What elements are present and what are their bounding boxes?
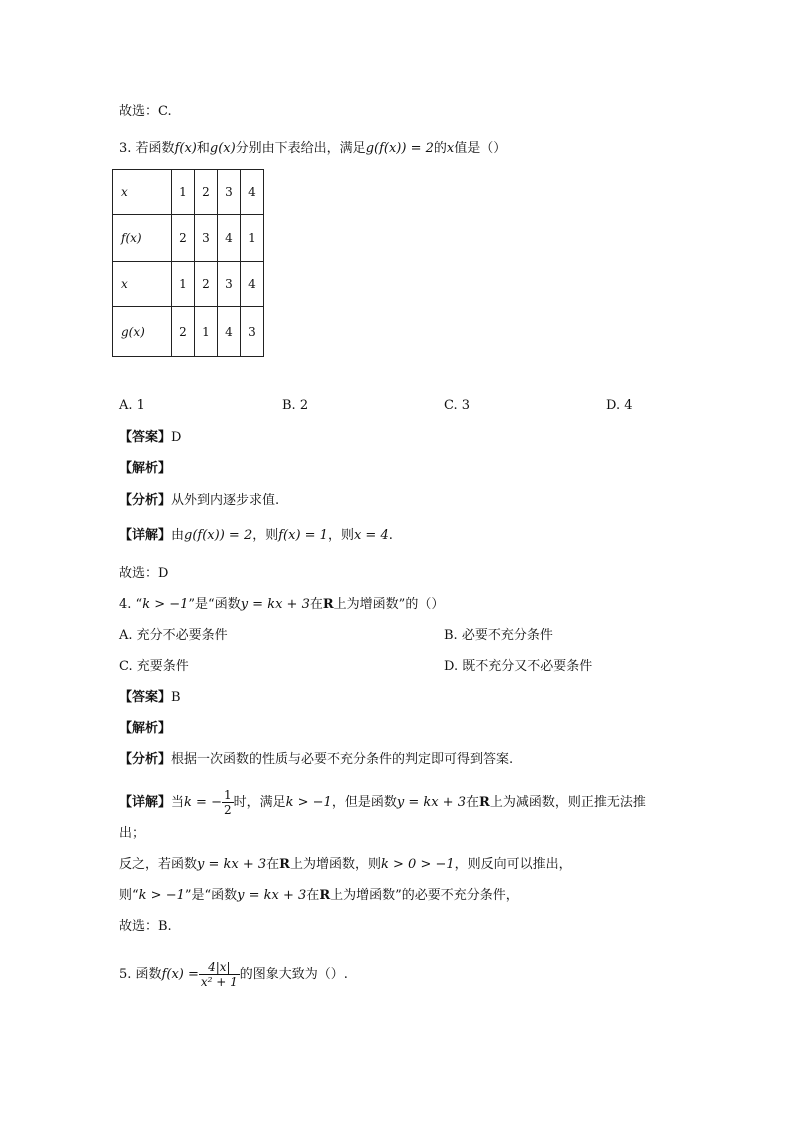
- table-cell: 1: [172, 170, 195, 215]
- answer-value: B: [171, 690, 181, 705]
- table-cell: 2: [172, 307, 195, 357]
- table-cell: 3: [195, 215, 218, 262]
- detail-text: ，则反向可以推出，: [454, 857, 572, 872]
- q3-option-d: D. 4: [606, 398, 633, 413]
- q3-fenxi: [119, 492, 279, 510]
- q3-f-of-x: f(x): [174, 141, 197, 156]
- q3-value-table: [112, 169, 264, 357]
- q4-fenxi: [119, 751, 513, 769]
- q3-condition: g(f(x)) = 2: [365, 141, 434, 156]
- table-cell: 4: [241, 262, 264, 307]
- q4-option-d: D. 既不充分又不必要条件: [444, 659, 593, 674]
- detail-text: 在: [465, 795, 479, 810]
- detail-label: 【详解】: [119, 528, 172, 543]
- detail-text: 由: [171, 528, 185, 543]
- detail-text: ，则: [327, 528, 354, 543]
- q3-stem: [119, 140, 506, 158]
- answer-label: 【答案】: [119, 690, 172, 705]
- analysis-label: 【解析】: [119, 721, 172, 736]
- table-cell: 3: [218, 262, 241, 307]
- q4-conclusion: 故选：B.: [119, 919, 172, 934]
- detail-text: 在: [306, 888, 320, 903]
- q4-option-c: C. 充要条件: [119, 659, 189, 674]
- table-row: [113, 170, 264, 215]
- detail-text: 在: [266, 857, 280, 872]
- q4-answer: [119, 689, 181, 707]
- table-cell: 1: [241, 215, 264, 262]
- q4-stem-d: 上为增函数”的（）: [333, 597, 445, 612]
- q4-analysis-heading: [119, 720, 171, 738]
- q4-stem-b: ”是“函数: [188, 597, 241, 612]
- q4-detail-line2: [119, 856, 572, 874]
- q3-conclusion: 故选：D: [119, 566, 169, 581]
- table-cell: 2: [195, 170, 218, 215]
- q4-detail-line1-cont: 出；: [119, 826, 146, 841]
- q3-stem-b: 和: [196, 141, 210, 156]
- q4-stem-a: “: [135, 597, 143, 612]
- detail-text: 时，满足: [233, 795, 286, 810]
- detail-R: R: [479, 795, 490, 810]
- q3-option-a: A. 1: [119, 398, 145, 413]
- q5-stem: [119, 960, 348, 989]
- table-cell: 2: [172, 215, 195, 262]
- detail-text: 则“: [119, 888, 139, 903]
- fraction-denominator: x² + 1: [200, 975, 238, 989]
- detail-label: 【详解】: [119, 795, 172, 810]
- table-head-cell: f(x): [113, 215, 172, 262]
- q5-fraction: [199, 960, 240, 989]
- answer-label: 【答案】: [119, 430, 172, 445]
- q3-detail: [119, 527, 393, 545]
- q3-option-b: B. 2: [282, 398, 309, 413]
- prev-conclusion-text: 故选：C.: [119, 104, 172, 119]
- detail-math: y = kx + 3: [197, 857, 267, 872]
- detail-text: .: [388, 528, 393, 543]
- answer-value: D: [171, 430, 182, 445]
- q3-answer: [119, 429, 181, 447]
- table-cell: 3: [241, 307, 264, 357]
- detail-text: 上为增函数”的必要不充分条件，: [330, 888, 519, 903]
- detail-math: f(x) = 1: [278, 528, 328, 543]
- detail-text: 当: [171, 795, 185, 810]
- q3-stem-a: 若函数: [135, 141, 175, 156]
- fenxi-text: 从外到内逐步求值.: [171, 493, 280, 508]
- detail-math: k > 0 > −1: [381, 857, 455, 872]
- q3-analysis-heading: [119, 460, 171, 478]
- q4-option-b: B. 必要不充分条件: [444, 628, 553, 643]
- q4-stem-c: 在: [309, 597, 323, 612]
- detail-math: y = kx + 3: [396, 795, 466, 810]
- q4-number: 4.: [119, 597, 132, 612]
- q3-number: 3.: [119, 141, 132, 156]
- fraction-denominator: 2: [223, 803, 232, 817]
- detail-math: y = kx + 3: [237, 888, 307, 903]
- detail-text: 上为增函数，则: [289, 857, 381, 872]
- detail-math: k > −1: [138, 888, 185, 903]
- table-head-cell: g(x): [113, 307, 172, 357]
- table-cell: 4: [218, 307, 241, 357]
- q3-stem-c: 分别由下表给出，满足: [235, 141, 366, 156]
- table-row: [113, 307, 264, 357]
- detail-math: x = 4: [353, 528, 389, 543]
- q3-var-x: x: [446, 141, 455, 156]
- detail-math: k > −1: [285, 795, 332, 810]
- table-cell: 4: [241, 170, 264, 215]
- fraction-one-half: [222, 788, 234, 817]
- prev-conclusion: [119, 103, 172, 121]
- fraction-numerator: 1: [223, 788, 232, 802]
- detail-text: ”是“函数: [184, 888, 238, 903]
- detail-text: 反之，若函数: [119, 857, 198, 872]
- q5-number: 5.: [119, 967, 132, 982]
- table-cell: 3: [218, 170, 241, 215]
- table-row: [113, 262, 264, 307]
- detail-math: g(f(x)) = 2: [184, 528, 253, 543]
- analysis-label: 【解析】: [119, 461, 172, 476]
- q3-g-of-x: g(x): [209, 141, 236, 156]
- q3-stem-d: 的: [433, 141, 447, 156]
- fenxi-label: 【分析】: [119, 752, 172, 767]
- detail-text: 上为减函数，则正推无法推: [489, 795, 646, 810]
- q4-detail-line3: [119, 887, 519, 905]
- detail-text: ，但是函数: [331, 795, 397, 810]
- q4-stem: [119, 596, 444, 614]
- table-cell: 4: [218, 215, 241, 262]
- detail-math: k = −: [184, 795, 222, 810]
- fenxi-text: 根据一次函数的性质与必要不充分条件的判定即可得到答案.: [171, 752, 514, 767]
- q4-cond: k > −1: [142, 597, 189, 612]
- table-head-cell: x: [113, 170, 172, 215]
- table-cell: 2: [195, 262, 218, 307]
- table-cell: 1: [172, 262, 195, 307]
- table-head-cell: x: [113, 262, 172, 307]
- q4-detail-line1: [119, 788, 646, 817]
- q4-R: R: [322, 597, 334, 612]
- q4-func: y = kx + 3: [240, 597, 310, 612]
- q3-option-c: C. 3: [444, 398, 471, 413]
- detail-R: R: [319, 888, 331, 903]
- fenxi-label: 【分析】: [119, 493, 172, 508]
- table-cell: 1: [195, 307, 218, 357]
- table-row: [113, 215, 264, 262]
- q5-stem-b: 的图象大致为（）.: [239, 967, 348, 982]
- q5-f-of-x: f(x) =: [161, 967, 199, 982]
- detail-text: ，则: [252, 528, 279, 543]
- q3-stem-e: 值是（）: [454, 141, 507, 156]
- fraction-numerator: 4|x|: [199, 960, 240, 975]
- q4-option-a: A. 充分不必要条件: [119, 628, 228, 643]
- q5-stem-a: 函数: [135, 967, 162, 982]
- detail-R: R: [279, 857, 290, 872]
